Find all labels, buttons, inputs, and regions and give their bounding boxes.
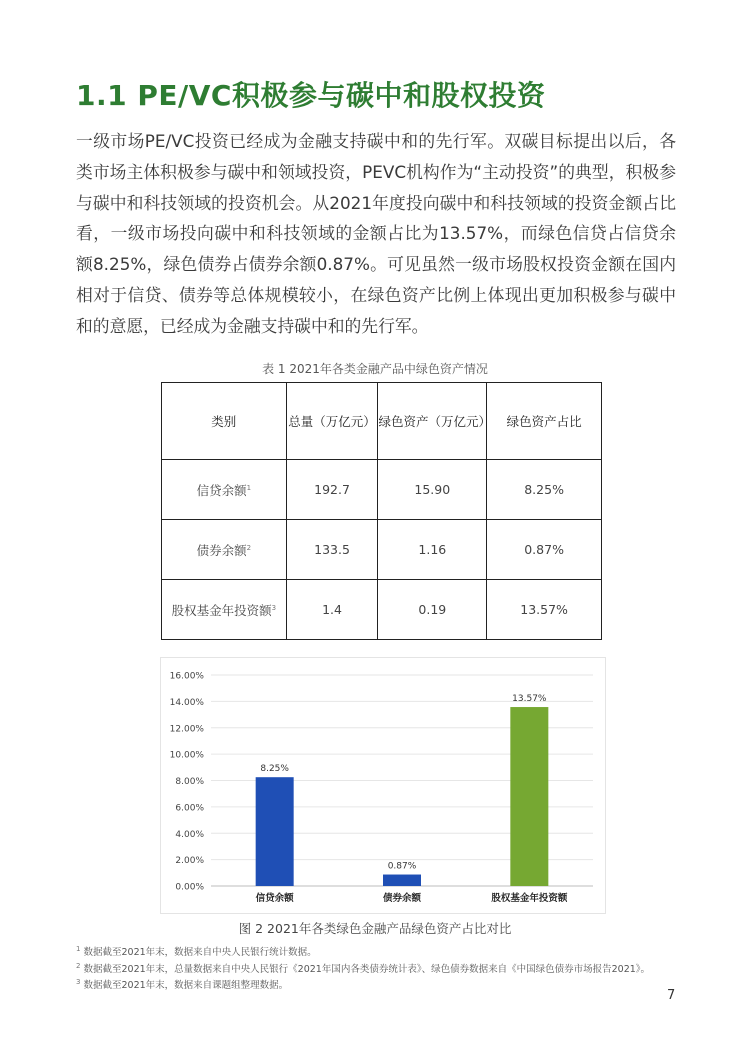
cell-total: 192.7 bbox=[286, 460, 378, 520]
green-ratio-bar-chart bbox=[161, 658, 605, 913]
cell-ratio: 13.57% bbox=[487, 580, 602, 640]
y-tick-label: 4.00% bbox=[175, 829, 204, 840]
y-tick-label: 8.00% bbox=[175, 777, 204, 787]
y-tick-label: 12.00% bbox=[169, 724, 204, 735]
footnote-1: $^1$ 数据截至2021年末，数据来自中央人民银行统计数据。 bbox=[76, 945, 317, 959]
bar-chart-frame bbox=[160, 657, 606, 914]
y-tick-label: 14.00% bbox=[169, 697, 204, 708]
cell-green: 15.90 bbox=[378, 460, 487, 520]
header-green: 绿色资产（万亿元） bbox=[378, 383, 487, 460]
green-asset-table bbox=[161, 382, 602, 640]
y-tick-label: 10.00% bbox=[169, 750, 204, 761]
data-label: 0.87% bbox=[387, 861, 417, 872]
figure-caption: 图 2 2021年各类绿色金融产品绿色资产占比对比 bbox=[238, 921, 512, 936]
header-ratio: 绿色资产占比 bbox=[487, 383, 602, 460]
table-caption: 表 1 2021年各类金融产品中绿色资产情况 bbox=[262, 362, 488, 376]
cell-green: 0.19 bbox=[378, 580, 487, 640]
bar bbox=[383, 875, 421, 886]
bar bbox=[256, 777, 294, 886]
cell-category: 债券余额$^2$ bbox=[162, 520, 287, 580]
footnote-2: $^2$ 数据截至2021年末，总量数据来自中央人民银行《2021年国内各类债券统计表》、绿色债券数据来自《中国绿色债券市场报告2021》。 bbox=[76, 961, 651, 975]
cell-ratio: 8.25% bbox=[487, 460, 602, 520]
y-tick-label: 16.00% bbox=[169, 671, 204, 682]
header-total: 总量（万亿元） bbox=[286, 383, 378, 460]
table-row bbox=[162, 520, 602, 580]
body-paragraph: 一级市场PE/VC投资已经成为金融支持碳中和的先行军。双碳目标提出以后，各类市场主体积极参与碳中和领域投资，PEVC机构作为“主动投资”的典型，积极参与碳中和科技领域的投资机会。从2021年度投向碳中和科技领域的投资金额占比看，一级市场投向碳中和科技领域的金额占比为13.57%，而绿色信贷占信贷余额8.25%，绿色债券占债券余额0.87%。可见虽然一级市场股权投资金额在国内相对于信贷、债券等总体规模较小，在绿色资产比例上体现出更加积极参与碳中和的意愿，已经成为金融支持碳中和的先行军。 bbox=[76, 131, 676, 336]
cell-category: 股权基金年投资额$^3$ bbox=[162, 580, 287, 640]
cell-category: 信贷余额$^1$ bbox=[162, 460, 287, 520]
cell-total: 1.4 bbox=[286, 580, 378, 640]
y-tick-label: 6.00% bbox=[175, 803, 204, 814]
data-label: 13.57% bbox=[512, 694, 547, 705]
footnotes bbox=[76, 943, 676, 993]
y-tick-label: 0.00% bbox=[175, 882, 204, 893]
y-tick-label: 2.00% bbox=[175, 856, 204, 867]
table-row bbox=[162, 580, 602, 640]
table-row bbox=[162, 460, 602, 520]
bar bbox=[510, 707, 548, 886]
x-category-label: 信贷余额 bbox=[255, 893, 294, 904]
cell-green: 1.16 bbox=[378, 520, 487, 580]
section-heading: 1.1 PE/VC积极参与碳中和股权投资 bbox=[76, 79, 546, 112]
cell-total: 133.5 bbox=[286, 520, 378, 580]
header-category: 类别 bbox=[162, 383, 287, 460]
footnote-3: $^3$ 数据截至2021年末，数据来自课题组整理数据。 bbox=[76, 978, 289, 992]
x-category-label: 股权基金年投资额 bbox=[491, 893, 568, 904]
page-number: 7 bbox=[667, 988, 676, 1003]
x-category-label: 债券余额 bbox=[382, 893, 422, 904]
table-header-row bbox=[162, 383, 602, 460]
cell-ratio: 0.87% bbox=[487, 520, 602, 580]
data-label: 8.25% bbox=[260, 764, 289, 775]
